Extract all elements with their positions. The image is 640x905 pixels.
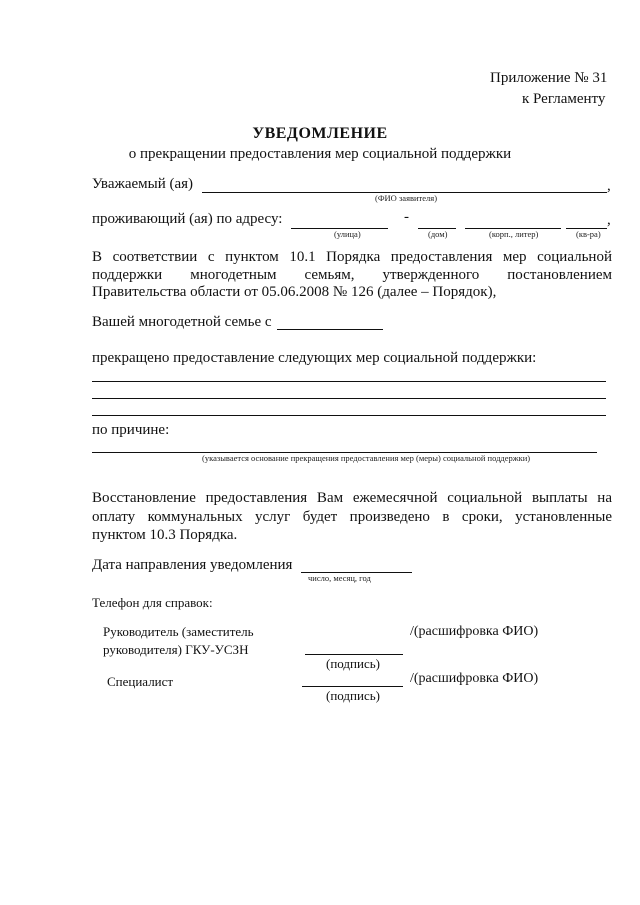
house-caption: (дом) xyxy=(428,229,448,239)
reason-label: по причине: xyxy=(92,422,170,438)
building-caption: (корп., литер) xyxy=(489,229,539,239)
head-title-line: руководителя) ГКУ-УСЗН xyxy=(103,642,249,657)
family-since-line xyxy=(277,329,383,330)
address-label: проживающий (ая) по адресу: xyxy=(92,211,283,227)
specialist-label: Специалист xyxy=(107,674,174,689)
notice-date-label: Дата направления уведомления xyxy=(92,557,293,573)
measures-line xyxy=(92,381,606,382)
document-subtitle: о прекращении предоставления мер социальной поддержки xyxy=(128,146,512,162)
paragraph-line: поддержки многодетным семьям, утвержденного постановлением xyxy=(92,267,612,283)
terminated-measures-label: прекращено предоставление следующих мер социальной поддержки: xyxy=(92,350,537,366)
paragraph-line: В соответствии с пунктом 10.1 Порядка предоставления мер социальной xyxy=(92,249,612,265)
address-dash: - xyxy=(404,209,409,225)
specialist-fio-decode: /(расшифровка ФИО) xyxy=(410,671,539,686)
restoration-line: пунктом 10.3 Порядка. xyxy=(92,527,238,543)
head-signature-line xyxy=(305,654,403,655)
head-signature-caption: (подпись) xyxy=(326,656,380,671)
measures-line xyxy=(92,415,606,416)
head-fio-decode: /(расшифровка ФИО) xyxy=(410,624,539,639)
notice-date-caption: число, месяц, год xyxy=(308,573,371,583)
phone-label: Телефон для справок: xyxy=(92,595,213,610)
document-title: УВЕДОМЛЕНИЕ xyxy=(252,125,388,142)
specialist-signature-caption: (подпись) xyxy=(326,688,380,703)
reason-caption: (указывается основание прекращения предоставления мер (меры) социальной поддержки) xyxy=(202,453,531,463)
specialist-signature-line xyxy=(302,686,403,687)
restoration-line: оплату коммунальных услуг будет произведено в сроки, установленные xyxy=(92,509,612,525)
measures-line xyxy=(92,398,606,399)
street-caption: (улица) xyxy=(334,229,361,239)
comma: , xyxy=(607,212,611,228)
fio-caption: (ФИО заявителя) xyxy=(375,193,438,203)
regulation-reference: к Регламенту xyxy=(522,91,606,107)
comma: , xyxy=(607,178,611,194)
family-since-label: Вашей многодетной семье с xyxy=(92,314,272,330)
salutation-label: Уважаемый (ая) xyxy=(92,176,194,192)
head-title-line: Руководитель (заместитель xyxy=(103,624,254,639)
restoration-line: Восстановление предоставления Вам ежемесячной социальной выплаты на xyxy=(92,490,612,506)
appendix-number: Приложение № 31 xyxy=(490,70,608,86)
paragraph-line: Правительства области от 05.06.2008 № 126 (далее – Порядок), xyxy=(92,284,497,300)
apartment-caption: (кв-ра) xyxy=(576,229,601,239)
